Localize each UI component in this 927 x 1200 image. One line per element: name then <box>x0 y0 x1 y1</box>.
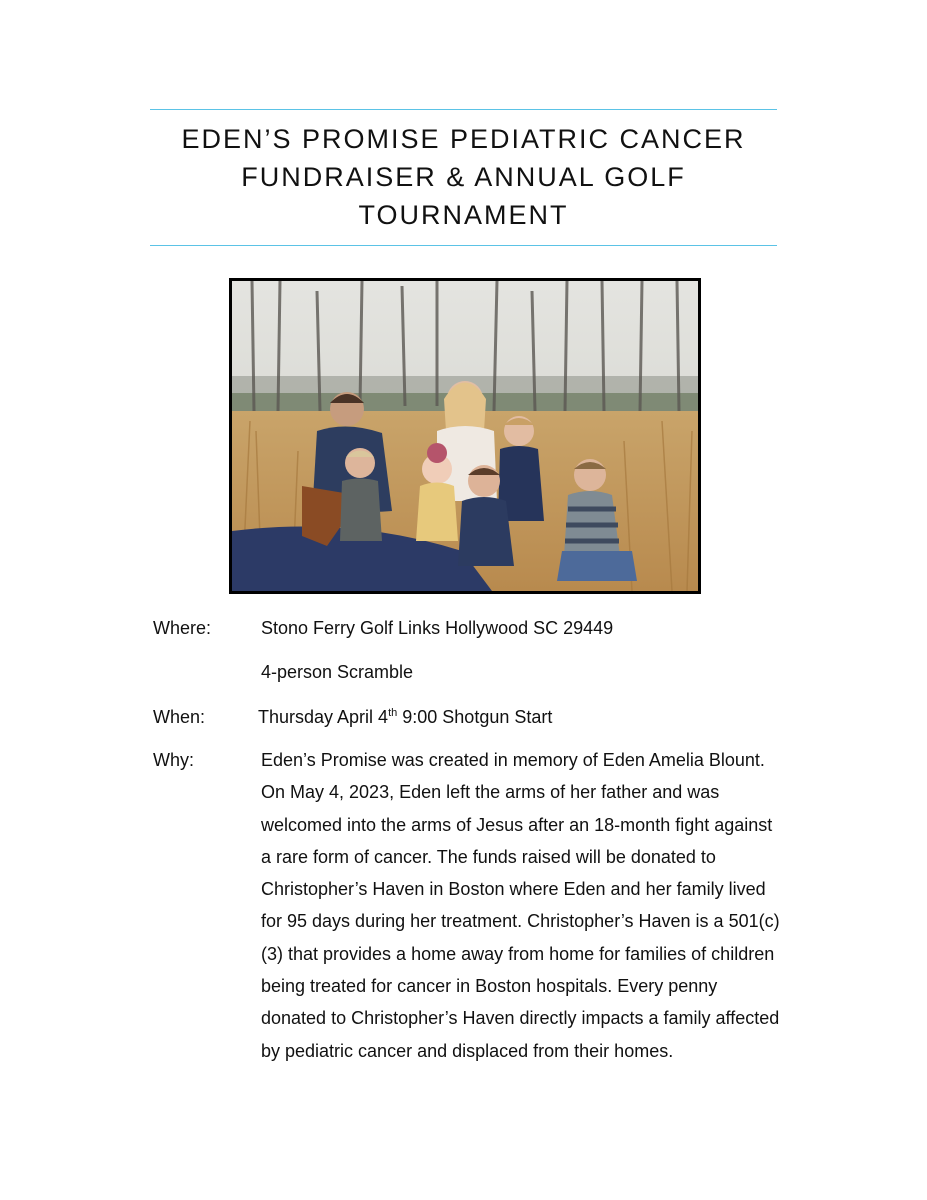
where-value: Stono Ferry Golf Links Hollywood SC 29449 <box>261 618 614 638</box>
when-label: When: <box>153 707 206 727</box>
title-bottom-rule <box>150 245 777 246</box>
title-top-rule <box>150 109 777 110</box>
title-line-1: EDEN’S PROMISE PEDIATRIC CANCER <box>181 124 746 154</box>
when-value <box>258 701 778 733</box>
when-day: Thursday April 4 <box>258 707 389 727</box>
family-photo <box>229 278 701 594</box>
when-day-suffix: th <box>388 707 398 719</box>
family-photo-illustration <box>232 281 698 591</box>
why-label: Why: <box>153 750 195 770</box>
where-label: Where: <box>153 618 212 638</box>
why-paragraph: Eden’s Promise was created in memory of Eden Amelia Blount. On May 4, 2023, Eden left the arms of her father and was welcomed into the arms of Jesus after an 18-month fight against a rare form of cancer. The funds raised will be donated to Christopher’s Haven in Boston where Eden and her family lived for 95 days during her treatment. Christopher’s Haven is a 501(c)(3) that provides a home away from home for families of children being treated for cancer in Boston hospitals. Every penny donated to Christopher’s Haven directly impacts a family affected by pediatric cancer and displaced from their homes. <box>261 750 780 1061</box>
title-line-3: TOURNAMENT <box>358 200 569 230</box>
format-value: 4-person Scramble <box>261 662 414 682</box>
title-line-2: FUNDRAISER & ANNUAL GOLF <box>241 162 686 192</box>
page-title <box>150 120 777 234</box>
when-time: 9:00 Shotgun Start <box>397 707 553 727</box>
